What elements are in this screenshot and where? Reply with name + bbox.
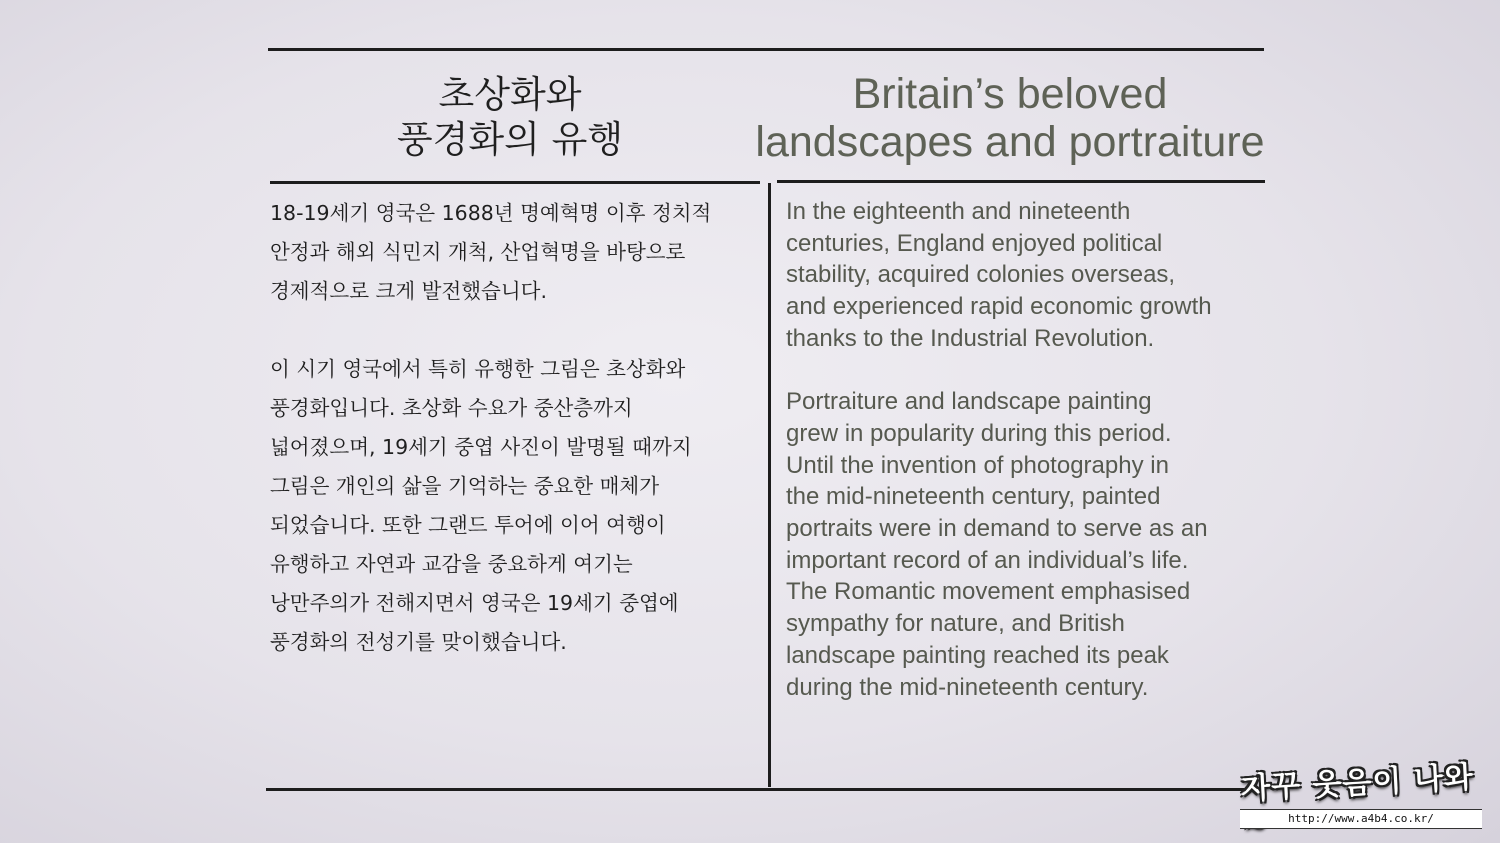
title-line: 초상화와 [438,73,582,116]
title-line: 풍경화의 유행 [396,118,624,161]
text-line: landscape painting reached its peak [786,641,1169,669]
text-line: centuries, England enjoyed political [786,229,1163,257]
text-line: 그림은 개인의 삶을 기억하는 중요한 매체가 [270,474,660,498]
text-line: portraits were in demand to serve as an [786,515,1208,543]
heading-rule-left [270,181,760,184]
watermark-url: http://www.a4b4.co.kr/ [1240,809,1482,829]
text-line: stability, acquired colonies overseas, [786,261,1176,289]
paragraph-gap [270,311,760,350]
text-line: during the mid-nineteenth century. [786,673,1149,701]
korean-paragraph [270,350,760,662]
text-line: Until the invention of photography in [786,451,1169,479]
text-line: The Romantic movement emphasised [786,578,1191,606]
english-paragraph [786,386,1266,703]
text-line: grew in popularity during this period. [786,419,1172,447]
text-line: 풍경화의 전성기를 맞이했습니다. [270,630,567,654]
text-line: 풍경화입니다. 초상화 수요가 중산층까지 [270,396,633,420]
text-line: 경제적으로 크게 발전했습니다. [270,279,547,303]
korean-paragraph [270,194,760,311]
text-line: 안정과 해외 식민지 개척, 산업혁명을 바탕으로 [270,240,686,264]
text-line: the mid-nineteenth century, painted [786,483,1161,511]
panel-title-english [740,70,1280,166]
text-line: thanks to the Industrial Revolution. [786,324,1155,352]
top-rule [268,48,1264,51]
english-paragraph [786,196,1266,355]
text-line: 이 시기 영국에서 특히 유행한 그림은 초상화와 [270,357,686,381]
text-line: and experienced rapid economic growth [786,293,1212,321]
text-line: important record of an individual’s life. [786,546,1189,574]
text-line: 되었습니다. 또한 그랜드 투어에 이어 여행이 [270,513,666,537]
text-line: sympathy for nature, and British [786,610,1125,638]
korean-text-column [270,194,760,662]
watermark-caption: 자꾸 웃음이 나와~ [1240,759,1475,807]
text-line: Portraiture and landscape painting [786,388,1152,416]
text-line: 넓어졌으며, 19세기 중엽 사진이 발명될 때까지 [270,435,692,459]
text-line: In the eighteenth and nineteenth [786,198,1131,225]
text-line: 18-19세기 영국은 1688년 명예혁명 이후 정치적 [270,201,712,225]
text-line: 유행하고 자연과 교감을 중요하게 여기는 [270,552,633,576]
panel-title-korean [330,72,690,162]
text-line: 낭만주의가 전해지면서 영국은 19세기 중엽에 [270,591,679,615]
title-line: Britain’s beloved [852,70,1168,118]
column-divider [768,183,771,787]
heading-rule-right [777,180,1265,183]
paragraph-gap [786,355,1266,387]
title-line: landscapes and portraiture [755,118,1265,166]
english-text-column [786,196,1266,703]
bottom-rule [266,788,1266,791]
